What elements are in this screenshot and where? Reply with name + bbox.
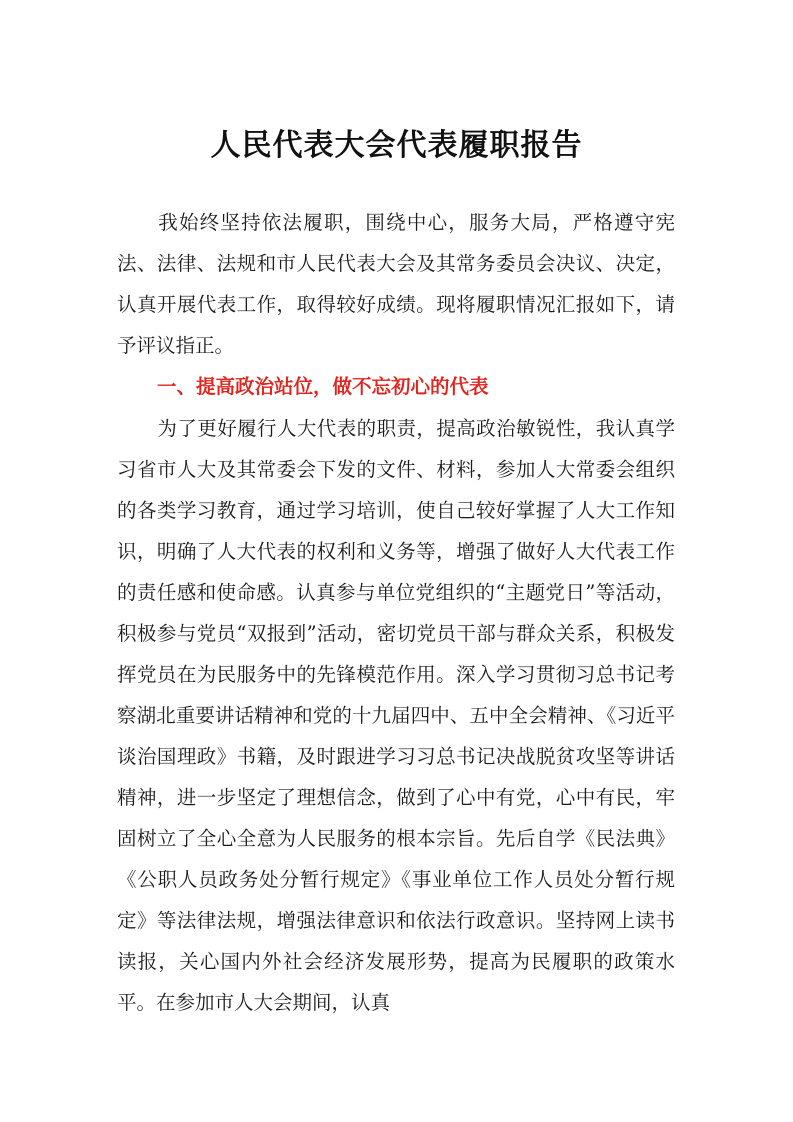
intro-paragraph (117, 202, 675, 366)
section-paragraph (117, 408, 675, 1064)
document-title: 人民代表大会代表履职报告 (210, 128, 583, 163)
section-heading: 一、提高政治站位，做不忘初心的代表 (157, 375, 489, 398)
intro-paragraph-text: 我始终坚持依法履职，围绕中心，服务大局，严格遵守宪法、法律、法规和市人民代表大会及其常务委员会决议、决定，认真开展代表工作，取得较好成绩。现将履职情况汇报如下，请予评议指正。 (117, 211, 675, 357)
section-paragraph-text: 为了更好履行人大代表的职责，提高政治敏锐性，我认真学习省市人大及其常委会下发的文件、材料，参加人大常委会组织的各类学习教育，通过学习培训，使自己较好掌握了人大工作知识，明确了人大代表的权利和义务等，增强了做好人大代表工作的责任感和使命感。认真参与单位党组织的“主题党日”等活动，积极参与党员“双报到”活动，密切党员干部与群众关系，积极发挥党员在为民服务中的先锋模范作用。深入学习贯彻习总书记考察湖北重要讲话精神和党的十九届四中、五中全会精神、《习近平谈治国理政》书籍，及时跟进学习习总书记决战脱贫攻坚等讲话精神，进一步坚定了理想信念，做到了心中有党，心中有民，牢固树立了全心全意为人民服务的根本宗旨。先后自学《民法典》《公职人员政务处分暂行规定》《事业单位工作人员处分暂行规定》等法律法规，增强法律意识和依法行政意识。坚持网上读书读报，关心国内外社会经济发展形势，提高为民履职的政策水平。在参加市人大会期间，认真 (117, 417, 675, 1014)
